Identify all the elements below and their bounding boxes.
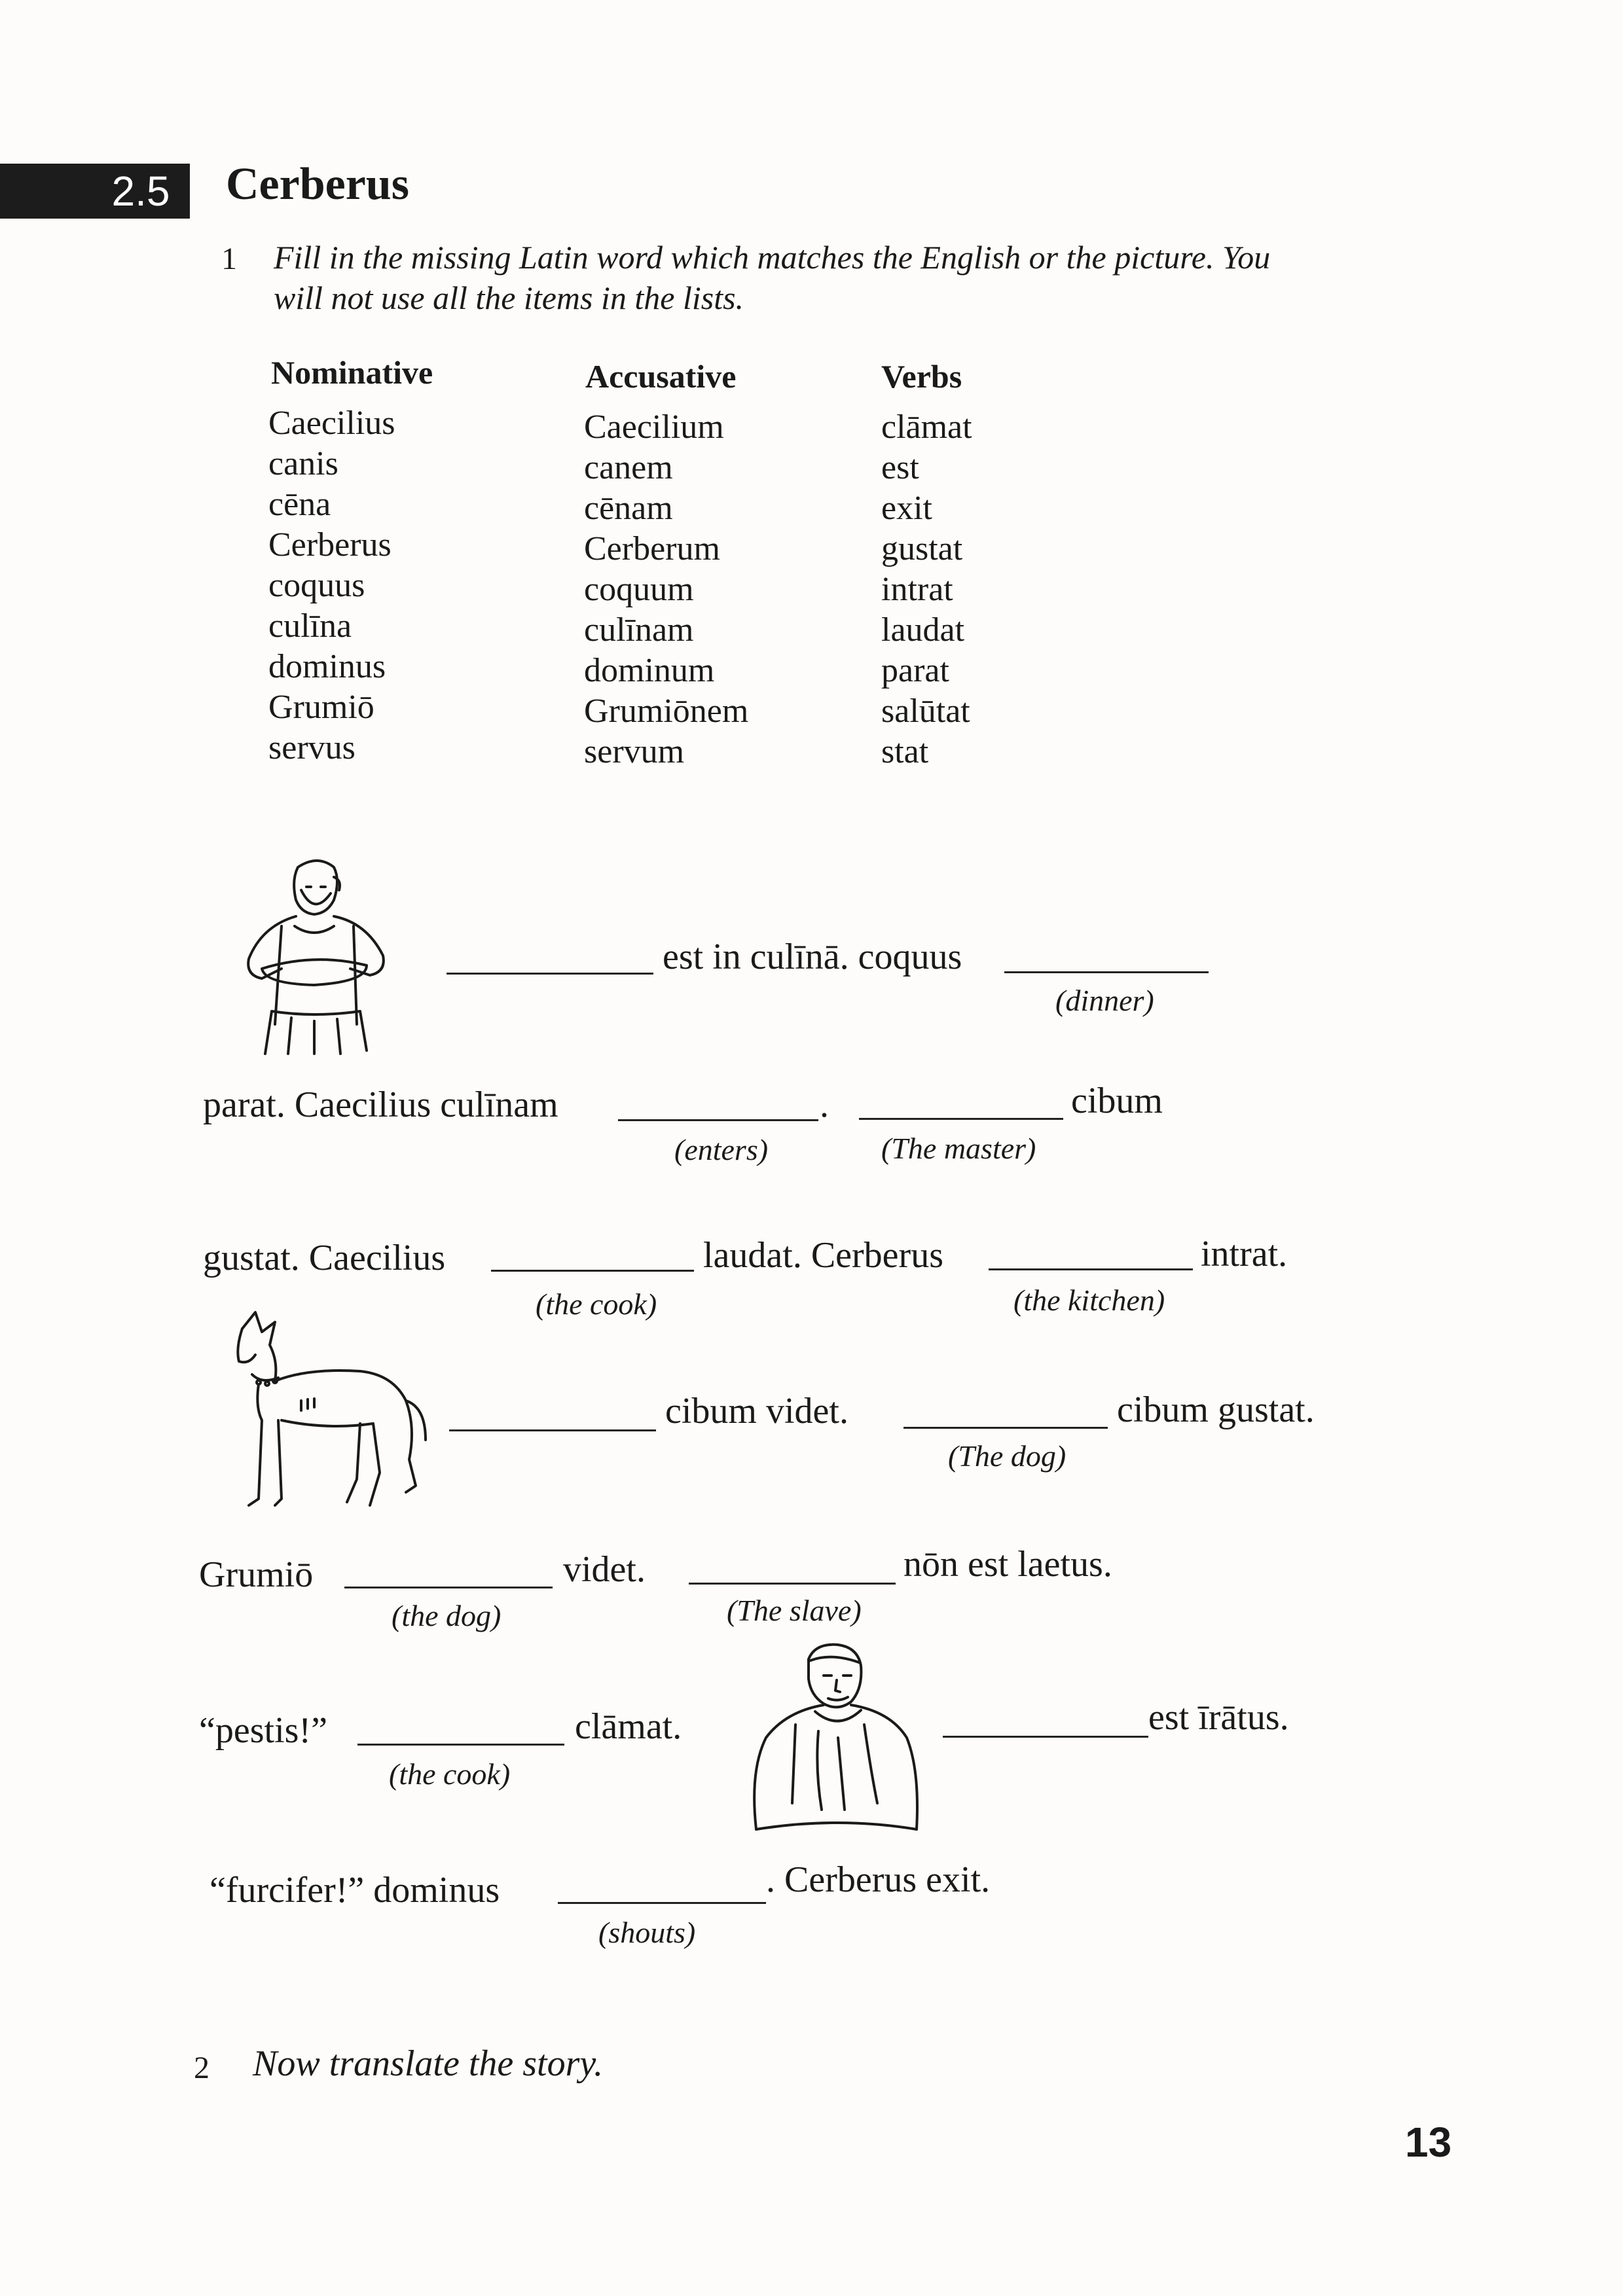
blank-6[interactable]	[989, 1268, 1193, 1270]
list-item: culīnam	[584, 611, 694, 649]
list-item: stat	[881, 733, 929, 770]
blank-11[interactable]	[357, 1744, 564, 1746]
blank-4[interactable]	[859, 1118, 1063, 1120]
list-item: cēnam	[584, 490, 673, 527]
story-line-5-non-est-laetus: nōn est laetus.	[903, 1544, 1112, 1585]
list-item: gustat	[881, 530, 963, 567]
list-item: Cerberus	[268, 526, 392, 564]
section-number: 2.5	[111, 168, 170, 215]
hint-dinner: (dinner)	[1055, 984, 1154, 1017]
story-line-7-furcifer: “furcifer!” dominus	[210, 1870, 500, 1910]
blank-5[interactable]	[491, 1270, 694, 1272]
list-item: Grumiō	[268, 689, 374, 726]
story-line-3-laudat: laudat. Cerberus	[703, 1235, 943, 1276]
list-item: servus	[268, 729, 356, 766]
verbs-header: Verbs	[881, 358, 962, 395]
blank-12[interactable]	[943, 1736, 1148, 1738]
story-line-6-est-iratus: est īrātus.	[1148, 1697, 1289, 1738]
story-line-3-text: gustat. Caecilius	[203, 1238, 446, 1278]
blank-7[interactable]	[449, 1429, 656, 1431]
list-item: est	[881, 449, 919, 486]
list-item: canis	[268, 445, 338, 482]
list-item: Caecilium	[584, 408, 724, 446]
nominative-header: Nominative	[271, 354, 433, 391]
exercise-1-instruction-line1: Fill in the missing Latin word which matches the English or the picture. You	[274, 239, 1271, 276]
list-item: culīna	[268, 607, 352, 645]
list-item: Caecilius	[268, 404, 395, 442]
accusative-header: Accusative	[585, 358, 737, 395]
hint-the-dog-2: (the dog)	[392, 1599, 501, 1632]
list-item: servum	[584, 733, 685, 770]
story-line-5-videt: videt.	[563, 1549, 646, 1590]
list-item: salūtat	[881, 692, 970, 730]
hint-the-master: (The master)	[881, 1132, 1036, 1165]
master-illustration	[746, 1640, 930, 1836]
list-item: canem	[584, 449, 673, 486]
story-line-2-cibum: cibum	[1071, 1081, 1163, 1121]
hint-the-slave: (The slave)	[727, 1594, 862, 1627]
blank-8[interactable]	[903, 1427, 1108, 1429]
story-line-5-grumio: Grumiō	[199, 1554, 314, 1595]
cook-illustration	[236, 854, 399, 1057]
story-line-7-cerberus-exit: . Cerberus exit.	[766, 1859, 991, 1900]
hint-the-kitchen: (the kitchen)	[1013, 1283, 1165, 1317]
page-number: 13	[1405, 2119, 1452, 2166]
exercise-1-number: 1	[221, 242, 237, 276]
list-item: coquus	[268, 567, 365, 604]
blank-3[interactable]	[618, 1119, 818, 1121]
list-item: dominum	[584, 652, 715, 689]
story-line-2-text: parat. Caecilius culīnam	[203, 1085, 558, 1125]
list-item: coquum	[584, 571, 694, 608]
story-line-4-text: cibum videt.	[665, 1391, 848, 1431]
list-item: Grumiōnem	[584, 692, 749, 730]
story-line-3-intrat: intrat.	[1201, 1234, 1288, 1274]
blank-13[interactable]	[558, 1902, 766, 1904]
story-line-4-gustat: cibum gustat.	[1117, 1390, 1315, 1430]
blank-1[interactable]	[447, 973, 653, 975]
list-item: dominus	[268, 648, 386, 685]
blank-9[interactable]	[344, 1587, 553, 1588]
story-line-6-clamat: clāmat.	[575, 1706, 682, 1747]
nominative-list	[268, 403, 395, 768]
hint-the-cook-2: (the cook)	[389, 1757, 511, 1791]
section-title: Cerberus	[226, 159, 409, 209]
verbs-list	[881, 407, 972, 772]
story-line-6-pestis: “pestis!”	[199, 1710, 327, 1751]
list-item: Cerberum	[584, 530, 720, 567]
dog-illustration	[229, 1309, 432, 1512]
list-item: clāmat	[881, 408, 972, 446]
exercise-2-number: 2	[194, 2051, 210, 2085]
hint-shouts: (shouts)	[598, 1916, 696, 1949]
list-item: laudat	[881, 611, 965, 649]
list-item: intrat	[881, 571, 953, 608]
exercise-2-instruction: Now translate the story.	[253, 2043, 604, 2084]
blank-10[interactable]	[689, 1583, 896, 1585]
blank-2[interactable]	[1004, 971, 1209, 973]
hint-the-dog-1: (The dog)	[948, 1439, 1067, 1473]
hint-the-cook-1: (the cook)	[536, 1287, 657, 1321]
hint-enters: (enters)	[674, 1133, 769, 1166]
story-line-1-text: est in culīnā. coquus	[663, 937, 962, 977]
story-line-2-dot: .	[820, 1085, 829, 1125]
list-item: cēna	[268, 486, 331, 523]
accusative-list	[584, 407, 748, 772]
list-item: exit	[881, 490, 932, 527]
list-item: parat	[881, 652, 949, 689]
exercise-1-instruction-line2: will not use all the items in the lists.	[274, 279, 744, 316]
